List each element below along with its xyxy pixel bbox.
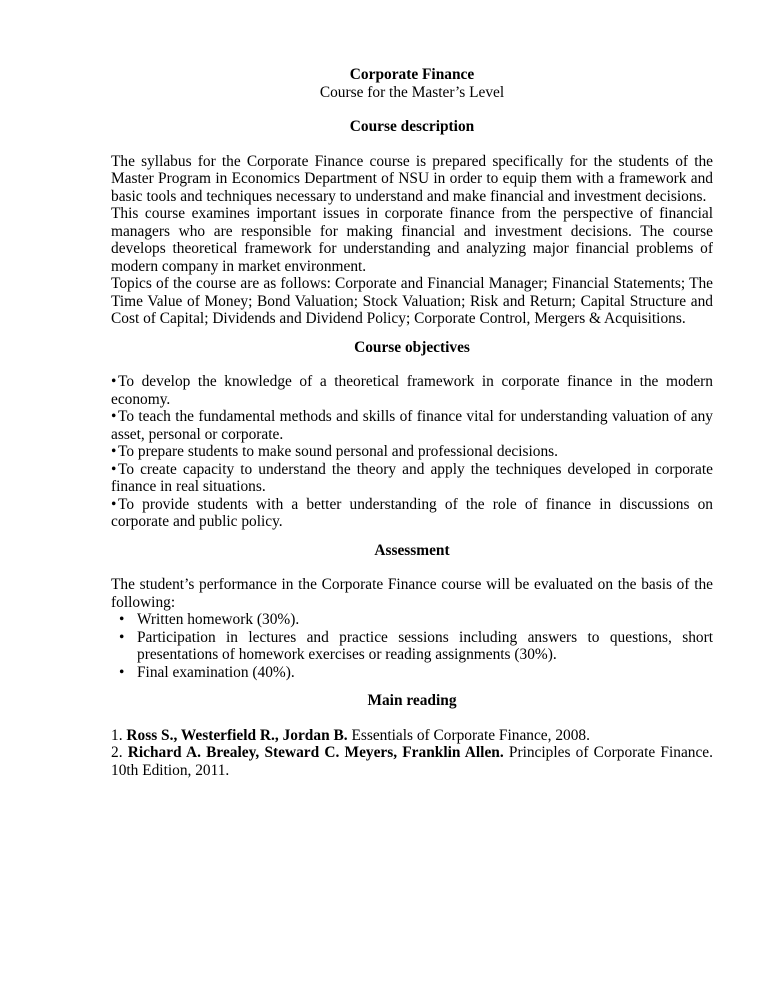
bullet-icon: •: [119, 611, 125, 628]
assessment-list: [111, 611, 713, 681]
objective-item: [111, 373, 713, 408]
bullet-icon: •: [111, 443, 117, 460]
document-subtitle: Course for the Master’s Level: [319, 83, 505, 101]
objective-text: To prepare students to make sound personal and professional decisions.: [118, 443, 559, 460]
assessment-item: [111, 611, 713, 629]
reading-title: Essentials of Corporate Finance, 2008.: [351, 726, 590, 744]
reading-title: Principles of Corporate Finance. 10th Edition, 2011.: [111, 744, 713, 779]
document-content: [111, 66, 713, 779]
assessment-text: Participation in lectures and practice sessions including answers to questions, short presentations of homework exercises or reading assignments (30%).: [137, 628, 713, 663]
reading-item: [111, 744, 713, 779]
objectives-list: [111, 373, 713, 531]
objective-item: [111, 443, 713, 461]
description-paragraph-2: This course examines important issues in corporate finance from the perspective of financial managers who are responsible for making financial and investment decisions. The course develops theoretical framework for understanding and analyzing major financial problems of modern company in market environment.: [111, 205, 713, 275]
objective-item: [111, 461, 713, 496]
objective-item: [111, 408, 713, 443]
description-paragraph-1: The syllabus for the Corporate Finance course is prepared specifically for the students of the Master Program in Economics Department of NSU in order to equip them with a framework and basic tools and techniques necessary to understand and make financial and investment decisions.: [111, 152, 713, 205]
objective-text: To develop the knowledge of a theoretical framework in corporate finance in the modern economy.: [111, 373, 713, 408]
assessment-intro: The student’s performance in the Corporate Finance course will be evaluated on the basis of the following:: [111, 576, 713, 611]
reading-authors: Richard A. Brealey, Steward C. Meyers, Franklin Allen.: [127, 744, 504, 761]
bullet-icon: •: [111, 495, 117, 513]
assessment-text: Written homework (30%).: [137, 611, 300, 628]
section-heading-description: Course description: [349, 118, 475, 135]
objective-text: To teach the fundamental methods and skills of finance vital for understanding valuation of any asset, personal or corporate.: [111, 408, 713, 443]
assessment-text: Final examination (40%).: [137, 663, 295, 681]
reading-list: [111, 727, 713, 780]
objective-text: To provide students with a better understanding of the role of finance in discussions on corporate and public policy.: [111, 495, 713, 530]
bullet-icon: •: [119, 628, 125, 646]
reading-number: 2.: [111, 744, 123, 761]
bullet-icon: •: [111, 460, 117, 478]
document-title: Corporate Finance: [349, 66, 475, 83]
objective-text: To create capacity to understand the theory and apply the techniques developed in corporate finance in real situations.: [111, 460, 713, 495]
bullet-icon: •: [111, 408, 117, 425]
bullet-icon: •: [119, 663, 125, 681]
objective-item: [111, 496, 713, 531]
description-paragraph-3: Topics of the course are as follows: Corporate and Financial Manager; Financial Statements; The Time Value of Money; Bond Valuation; Stock Valuation; Risk and Return; Capital Structure and Cost of Capital; Dividends and Dividend Policy; Corporate Control, Mergers & Acquisitions.: [111, 275, 713, 327]
section-heading-assessment: Assessment: [374, 541, 450, 559]
assessment-item: [111, 664, 713, 682]
reading-item: [111, 727, 713, 745]
section-heading-objectives: Course objectives: [354, 338, 470, 356]
reading-authors: Ross S., Westerfield R., Jordan B.: [126, 726, 348, 744]
section-heading-reading: Main reading: [367, 692, 457, 709]
bullet-icon: •: [111, 373, 117, 390]
reading-number: 1.: [111, 726, 123, 744]
description-body: [111, 153, 713, 328]
assessment-item: [111, 629, 713, 664]
